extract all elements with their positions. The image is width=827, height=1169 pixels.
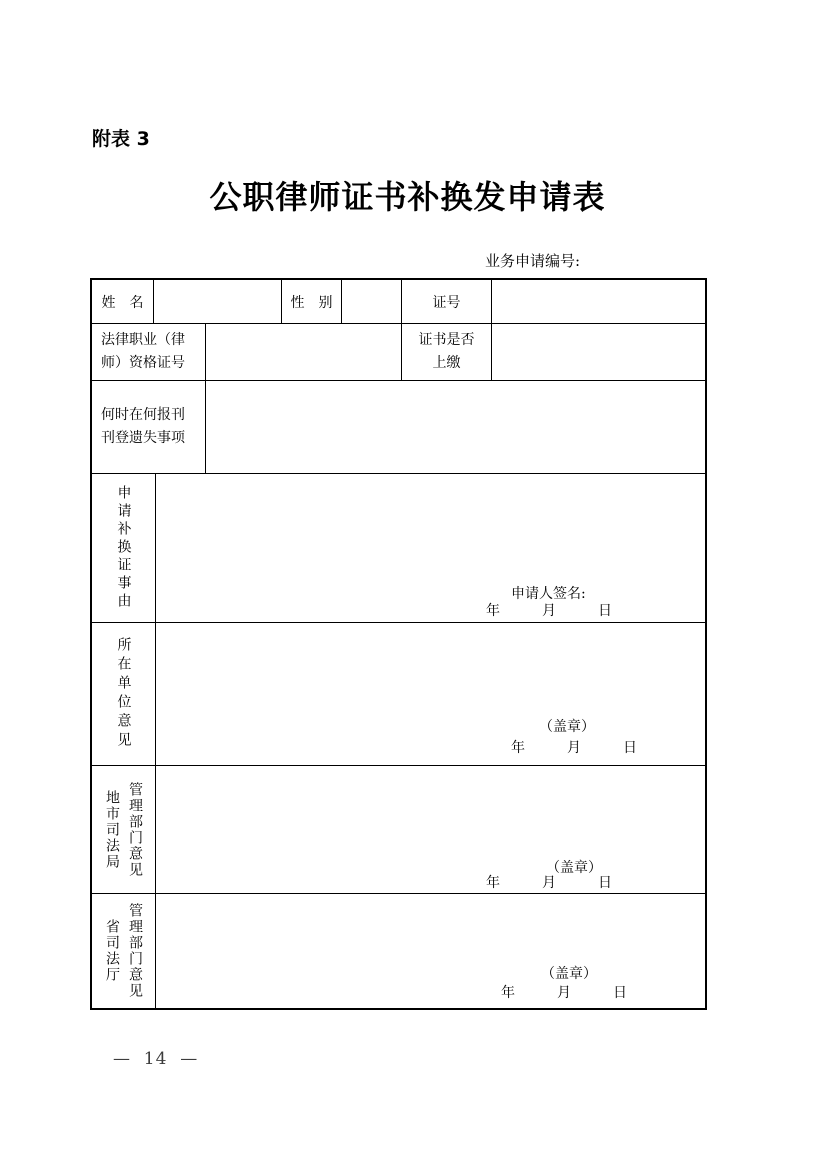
application-form-table (90, 278, 707, 1010)
seal-label: （盖章） (541, 966, 597, 982)
table-row (92, 381, 705, 474)
qualification-number-field (206, 324, 402, 380)
page-number: — 14 — (113, 1049, 199, 1069)
unit-opinion-field (156, 623, 705, 765)
table-row (92, 623, 705, 766)
management-dept-label-text: 管理部门意见 (127, 903, 143, 999)
gender-label: 性 别 (282, 280, 342, 323)
city-bureau-label-text: 地市司法局 (104, 789, 120, 870)
date-line: 年 月 日 (511, 740, 637, 756)
date-line: 年 月 日 (501, 985, 627, 1001)
table-row (92, 324, 705, 381)
cert-surrendered-label: 证书是否上缴 (402, 324, 492, 380)
date-line: 年 月 日 (486, 603, 612, 619)
cert-number-field (492, 280, 705, 323)
seal-label: （盖章） (546, 860, 602, 876)
name-field (154, 280, 282, 323)
province-dept-opinion-label (92, 894, 156, 1008)
appendix-label: 附表 3 (92, 128, 150, 150)
cert-number-label: 证号 (402, 280, 492, 323)
unit-opinion-label-text: 所在单位意见 (115, 637, 132, 751)
loss-announcement-field (206, 381, 705, 473)
province-dept-opinion-field (156, 894, 705, 1008)
table-row (92, 766, 705, 894)
form-title: 公职律师证书补换发申请表 (209, 178, 606, 216)
loss-announcement-label: 何时在何报刊刊登遗失事项 (92, 381, 206, 473)
city-bureau-opinion-field (156, 766, 705, 893)
qualification-number-label: 法律职业（律师）资格证号 (92, 324, 206, 380)
province-dept-label-text: 省司法厅 (104, 919, 120, 983)
cert-surrendered-field (492, 324, 705, 380)
name-label: 姓 名 (92, 280, 154, 323)
replacement-reason-label (92, 474, 156, 622)
applicant-signature-label: 申请人签名: (511, 586, 586, 602)
unit-opinion-label (92, 623, 156, 765)
table-row (92, 894, 705, 1008)
date-line: 年 月 日 (486, 875, 612, 891)
replacement-reason-label-text: 申请补换证事由 (115, 485, 132, 611)
city-bureau-opinion-label (92, 766, 156, 893)
management-dept-label-text: 管理部门意见 (127, 781, 143, 878)
table-row (92, 474, 705, 623)
gender-field (342, 280, 402, 323)
table-row (92, 280, 705, 324)
seal-label: （盖章） (539, 719, 595, 735)
city-bureau-opinion-label-pair (104, 782, 143, 878)
province-dept-opinion-label-pair (104, 903, 143, 999)
replacement-reason-field (156, 474, 705, 622)
application-number-label: 业务申请编号: (485, 252, 581, 270)
